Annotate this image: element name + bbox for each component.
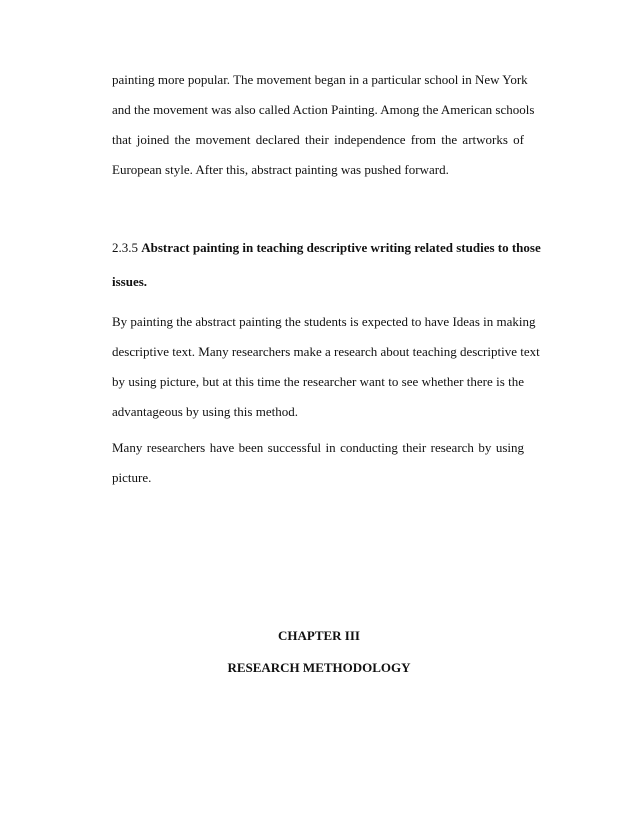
paragraph-2-line-1: By painting the abstract painting the students is expected to have Ideas in making <box>112 314 536 329</box>
paragraph-3-line-1: Many researchers have been successful in conducting their research by using <box>112 440 524 455</box>
section-title: Abstract painting in teaching descriptive writing related studies to those <box>141 240 541 255</box>
paragraph-2-line-3: by using picture, but at this time the researcher want to see whether there is the <box>112 374 524 389</box>
paragraph-1-line-1: painting more popular. The movement began in a particular school in New York <box>112 72 528 87</box>
paragraph-3-line-2: picture. <box>112 470 152 485</box>
paragraph-1-line-3: that joined the movement declared their independence from the artworks of <box>112 132 524 147</box>
paragraph-2-line-2: descriptive text. Many researchers make a research about teaching descriptive text <box>112 344 540 359</box>
section-heading-line-1 <box>112 240 541 256</box>
section-heading-line-2: issues. <box>112 274 148 289</box>
paragraph-2-line-4: advantageous by using this method. <box>112 404 298 419</box>
paragraph-1-line-4: European style. After this, abstract painting was pushed forward. <box>112 162 449 177</box>
section-number: 2.3.5 <box>112 240 138 255</box>
chapter-title: RESEARCH METHODOLOGY <box>227 660 411 675</box>
chapter-label: CHAPTER III <box>278 628 360 643</box>
paragraph-1-line-2: and the movement was also called Action Painting. Among the American schools <box>112 102 535 117</box>
